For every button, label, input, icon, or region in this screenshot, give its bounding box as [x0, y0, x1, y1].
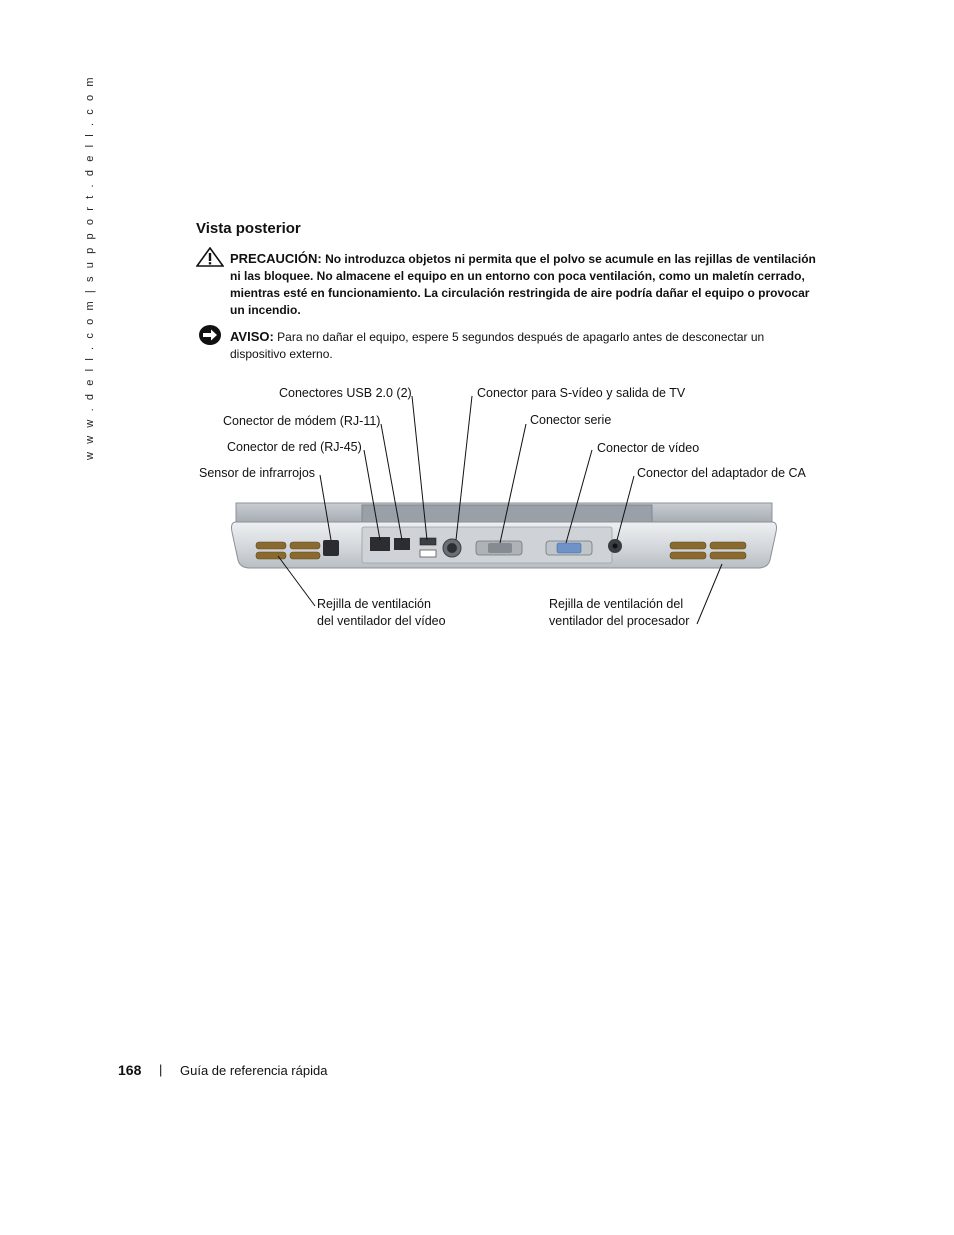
callout-svideo: Conector para S-vídeo y salida de TV [477, 386, 686, 400]
callout-video-fan-vent [317, 596, 446, 630]
callout-video-fan-vent-line1: Rejilla de ventilación [317, 597, 431, 611]
leader-cpu-vent [697, 564, 722, 624]
side-url: w w w . d e l l . c o m | s u p p o r t . d e l l . c o m [84, 74, 96, 460]
callout-video-fan-vent-line2: del ventilador del vídeo [317, 614, 446, 628]
callout-cpu-fan-vent [549, 596, 689, 630]
callout-cpu-fan-vent-line2: ventilador del procesador [549, 614, 690, 628]
callout-cpu-fan-vent-line1: Rejilla de ventilación del [549, 597, 684, 611]
footer-doc-title: Guía de referencia rápida [180, 1063, 328, 1078]
callout-infrared: Sensor de infrarrojos [199, 466, 316, 480]
page-number: 168 [118, 1062, 142, 1078]
caution-text: No introduzca objetos ni permita que el polvo se acumule en las rejillas de ventilación ni las bloquee. No almacene el equipo en un entorno con poca ventilación, como un maletín cerrado, mientras esté en funcionamiento. La circulación restringida de aire podría dañar el equipo o provocar un incendio. [230, 252, 816, 317]
notice-text: Para no dañar el equipo, espere 5 segundos después de apagarlo antes de desconectar un dispositivo externo. [230, 330, 765, 361]
callout-network: Conector de red (RJ-45) [227, 440, 362, 454]
callout-ac-adapter: Conector del adaptador de CA [637, 466, 806, 480]
callout-usb: Conectores USB 2.0 (2) [279, 386, 412, 400]
section-title: Vista posterior [196, 220, 301, 237]
notice-label: AVISO: [230, 329, 274, 344]
footer-separator: | [159, 1062, 163, 1077]
callout-video: Conector de vídeo [597, 441, 700, 455]
caution-label: PRECAUCIÓN: [230, 251, 322, 266]
callout-serial: Conector serie [530, 413, 612, 427]
callout-modem: Conector de módem (RJ-11) [223, 414, 381, 428]
